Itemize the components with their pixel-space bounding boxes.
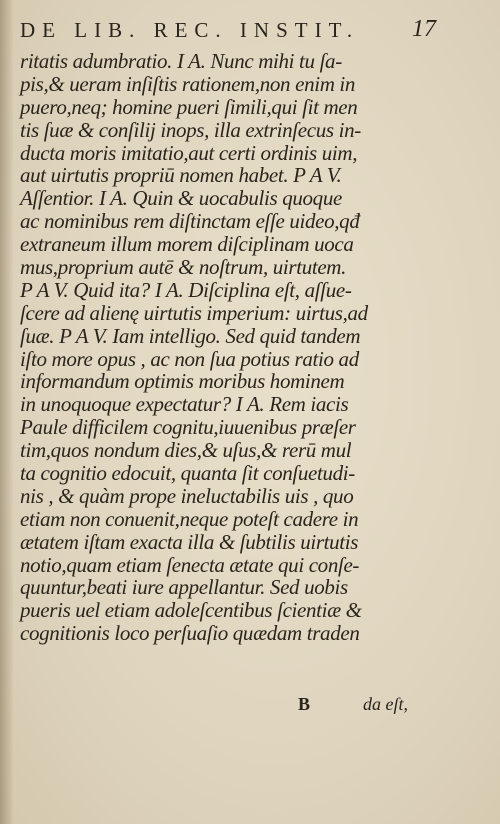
- text-line: ætatem iſtam exacta illa & ſubtilis uirtutis: [20, 529, 359, 554]
- text-line: nis , & quàm prope ineluctabilis uis , quo: [20, 483, 354, 508]
- page-footer: [20, 694, 420, 718]
- text-line: cognitionis loco perſuaſio quædam traden: [20, 621, 360, 646]
- text-line: informandum optimis moribus hominem: [20, 369, 345, 394]
- text-line: iſto more opus , ac non ſua potius ratio ad: [20, 346, 359, 371]
- text-line: Aſſentior. I A. Quin & uocabulis quoque: [20, 186, 342, 211]
- signature-mark: B: [298, 694, 311, 714]
- text-line: etiam non conuenit,neque poteſt cadere in: [20, 506, 359, 531]
- text-line: tim,quos nondum dies,& uſus,& rerū mul: [20, 438, 352, 463]
- text-line: ſuæ. P A V. Iam intelligo. Sed quid tandem: [20, 323, 361, 348]
- text-line: puero,neq; homine pueri ſimili,qui ſit men: [20, 94, 358, 119]
- text-line: ta cognitio edocuit, quanta ſit conſuetudi-: [20, 461, 355, 486]
- text-line: ſcere ad alienę uirtutis imperium: uirtus,ad: [20, 300, 368, 325]
- text-line: ac nominibus rem diſtinctam eſſe uideo,qđ: [20, 209, 360, 234]
- text-line: pueris uel etiam adoleſcentibus ſcientiæ &: [20, 598, 362, 623]
- text-line: mus,proprium autē & noſtrum, uirtutem.: [20, 255, 347, 280]
- text-line: tis ſuæ & conſilij inops, illa extrinſecus in-: [20, 117, 361, 142]
- catchword: da eſt,: [363, 694, 408, 714]
- text-line: quuntur,beati iure appellantur. Sed uobis: [20, 575, 348, 600]
- running-head: DE LIB. REC. INSTIT.: [20, 18, 360, 42]
- text-line: aut uirtutis propriū nomen habet. P A V.: [20, 163, 342, 188]
- gutter-shadow: [0, 0, 14, 824]
- page-number: 17: [412, 16, 436, 42]
- page-header: [20, 14, 436, 44]
- text-line: pis,& ueram inſiſtis rationem,non enim in: [20, 71, 356, 96]
- text-line: Paule difficilem cognitu,iuuenibus præſer: [20, 415, 356, 440]
- text-line: ritatis adumbratio. I A. Nunc mihi tu ſa-: [20, 49, 342, 73]
- text-line: P A V. Quid ita? I A. Diſciplina eſt, aſſue-: [20, 277, 352, 302]
- text-block: [20, 50, 420, 645]
- text-line: in unoquoque expectatur? I A. Rem iacis: [20, 392, 349, 417]
- text-line: extraneum illum morem diſciplinam uoca: [20, 232, 354, 257]
- text-line: ducta moris imitatio,aut certi ordinis uim,: [20, 140, 358, 165]
- text-line: notio,quam etiam ſenecta ætate qui conſe-: [20, 552, 360, 577]
